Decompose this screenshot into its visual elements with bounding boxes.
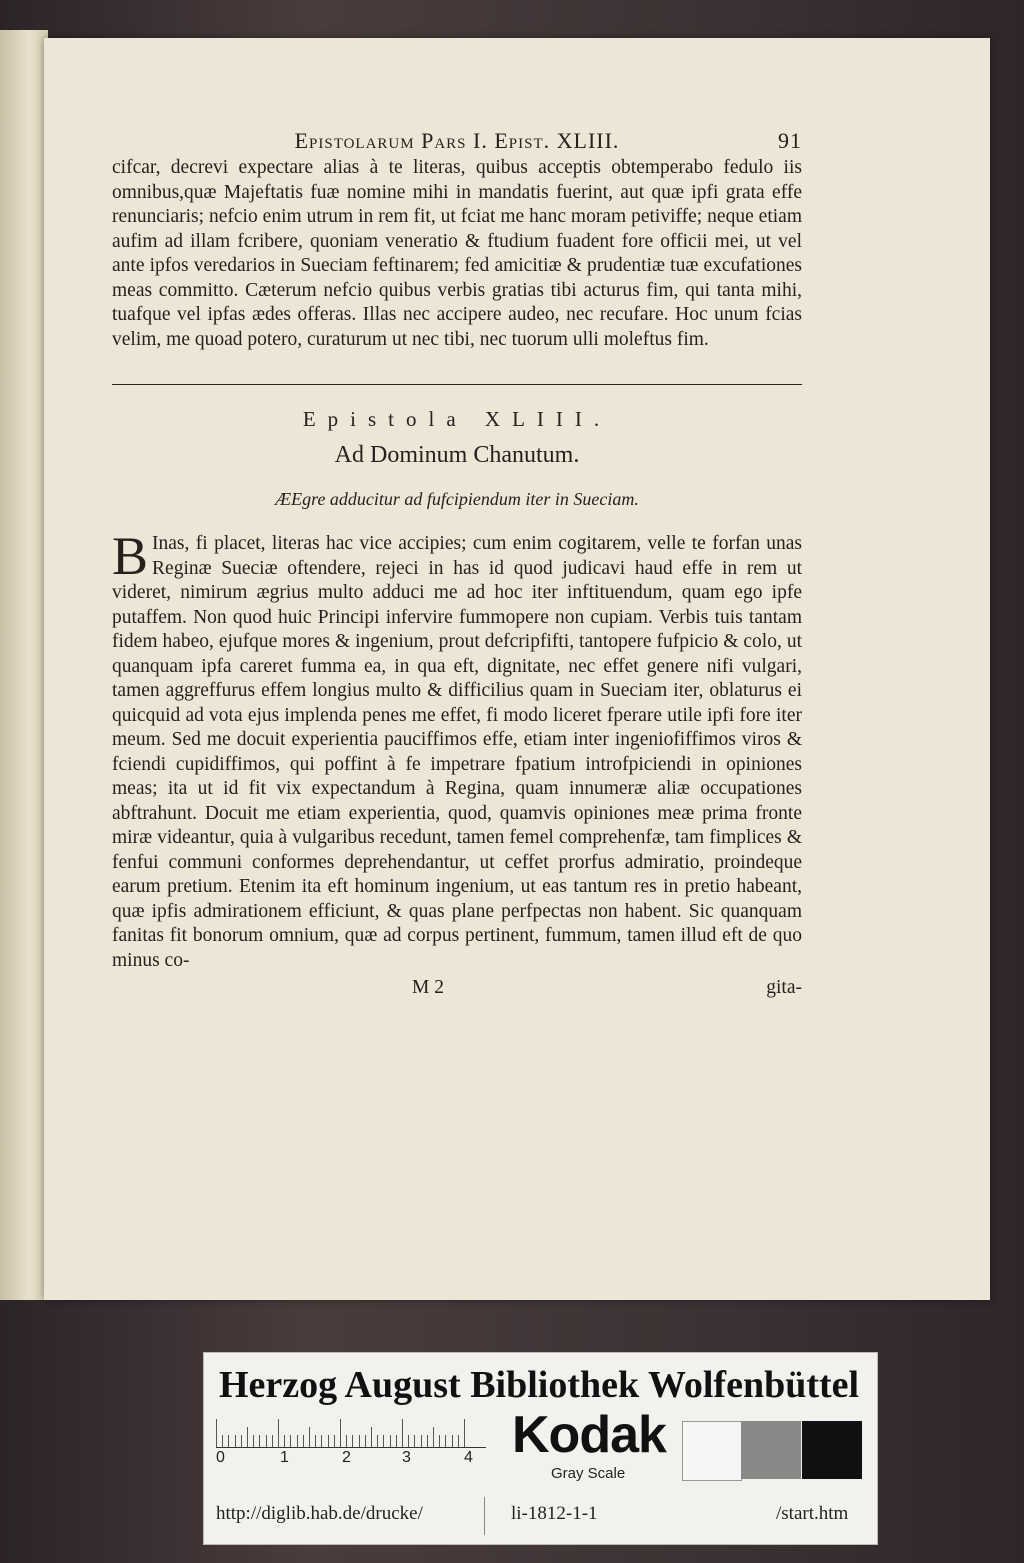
ruler-number: 0 [216,1449,225,1466]
ruler-tick [334,1435,335,1447]
page-number: 91 [778,128,802,153]
ruler-tick [216,1419,217,1447]
url-divider [484,1497,485,1535]
ruler-tick [396,1435,397,1447]
ruler-tick [383,1435,384,1447]
library-name: Herzog August Bibliothek Wolfenbüttel [219,1364,860,1406]
ruler-tick [408,1435,409,1447]
ruler-tick [352,1435,353,1447]
ruler-tick [371,1427,372,1447]
ruler-number: 4 [464,1449,473,1466]
measurement-ruler [216,1417,486,1448]
ruler-tick [297,1435,298,1447]
running-header [112,128,802,154]
ruler-tick [315,1435,316,1447]
paragraph-continued: cifcar, decrevi expectare alias à te literas, quibus acceptis obtemperabo fedulo iis omnibus,quæ Majeftatis fuæ nomine mihi in mandatis fuerint, aut quæ ipfi grata effe renunciaris; nefcio enim utrum in rem fit, ut fciat me hanc moram petiviffe; neque etiam aufim ad illam fcribere, quoniam veneratio & ftudium fuadent fore officii mei, ut vel ante ipfos veredarios in Sueciam feftinarem; fed amicitiæ & prudentiæ tuæ excufationes meas committo. Cæterum nefcio quibus verbis gratias tibi acturus fim, qui tanta mihi, tuafque vel ipfas ædes offeras. Illas nec accipere audeo, nec recufare. Hoc unum fcias velim, me quoad potero, curaturum ut nec tibi, nec tuorum ulli moleftus fim. [112,157,802,350]
gray-scale-label: Gray Scale [551,1465,626,1482]
ruler-tick [427,1435,428,1447]
ruler-tick [278,1419,279,1447]
ruler-tick [433,1427,434,1447]
ruler-tick [452,1435,453,1447]
header-title: Epistolarum Pars I. Epist. XLIII. [294,128,620,153]
section-rule [112,384,802,385]
page-content [112,128,802,999]
ruler-tick [222,1435,223,1447]
ruler-tick [390,1435,391,1447]
ruler-tick [346,1435,347,1447]
ruler-tick [241,1435,242,1447]
signature-mark: M 2 [412,977,444,998]
page-footer [112,977,802,999]
drop-cap: B [112,526,149,586]
url-suffix: /start.htm [776,1503,849,1524]
swatch-white [682,1421,742,1481]
color-target-card [203,1352,878,1545]
ruler-tick [303,1435,304,1447]
letter-body-text: Inas, fi placet, literas hac vice accipies; cum enim cogitarem, velle te forfan unas Reginæ Sueciæ oftendere, rejeci in has id quod judicavi haud effe in rem ut videret, nimirum ægrius multo adduci me ad hoc iter inftituendum, quam ego ipfe putaffem. Non quod huic Principi infervire fummopere non cupiam. Verbis tuis tantam fidem habeo, ejufque mores & ingenium, prout defcripfifti, tantopere fufpicio & colo, ut quanquam ipfa careret fumma ea, in qua eft, dignitate, nec effet genere nifi vulgari, tamen aggreffurus effem longius multo & difficilius quam in Sueciam iter, oblaturus ei quicquid ad vota ejus implenda penes me effet, fi modo liceret fperare utile ipfi fore iter meum. Sed me docuit experientia pauciffimos effe, etiam inter ingeniofiffimos viros & fciendi cupidiffimos, qui poffint à fe impetrare fpatium introfpiciendi in opiniones meas; ita ut id fit vix expectandum à Regina, quam innumeræ aliæ occupationes abftrahunt. Docuit me etiam experientia, quod, quamvis opiniones meæ prima fronte miræ videantur, quia à vulgaribus recedunt, tamen femel comprehenfæ, tam fimplices & fenfui communi conformes deprehendantur, ut ceffet prorfus admiratio, proindeque earum pretium. Etenim ita eft hominum ingenium, ut eas tantum res in pretio habeant, quæ ipfis admirationem efficiunt, & quas plane perfpectas non habent. Sic quanquam fanitas fit bonorum omnium, quæ ad corpus pertinent, fummum, tamen illud eft de quo minus co- [112,533,802,971]
ruler-tick [464,1419,465,1447]
ruler-tick [365,1435,366,1447]
swatch-gray [741,1421,801,1479]
ruler-tick [328,1435,329,1447]
ruler-number: 2 [342,1449,351,1466]
ruler-tick [402,1419,403,1447]
ruler-tick [377,1435,378,1447]
ruler-tick [272,1435,273,1447]
ruler-tick [414,1435,415,1447]
kodak-logo: Kodak [512,1406,666,1464]
ruler-tick [421,1435,422,1447]
ruler-tick [439,1435,440,1447]
ruler-number: 3 [402,1449,411,1466]
ruler-tick [290,1435,291,1447]
letter-title: Epistola XLIII. [302,407,612,431]
ruler-tick [253,1435,254,1447]
swatch-black [802,1421,862,1479]
ruler-tick [458,1435,459,1447]
ruler-tick [228,1435,229,1447]
ruler-tick [235,1435,236,1447]
url-identifier: li-1812-1-1 [511,1503,598,1524]
letter-addressee: Ad Dominum Chanutum. [334,442,580,468]
letter-body [112,526,802,973]
ruler-tick [309,1427,310,1447]
ruler-tick [266,1435,267,1447]
ruler-tick [340,1419,341,1447]
ruler-tick [445,1435,446,1447]
adjacent-page-edge [0,30,48,1300]
ruler-tick [321,1435,322,1447]
url-base: http://diglib.hab.de/drucke/ [216,1503,423,1524]
ruler-number: 1 [280,1449,289,1466]
catchword: gita- [766,977,802,998]
ruler-tick [284,1435,285,1447]
ruler-tick [259,1435,260,1447]
book-page [44,38,990,1300]
ruler-tick [359,1435,360,1447]
ruler-tick [247,1427,248,1447]
letter-summary: ÆEgre adducitur ad fufcipiendum iter in Sueciam. [275,489,639,509]
